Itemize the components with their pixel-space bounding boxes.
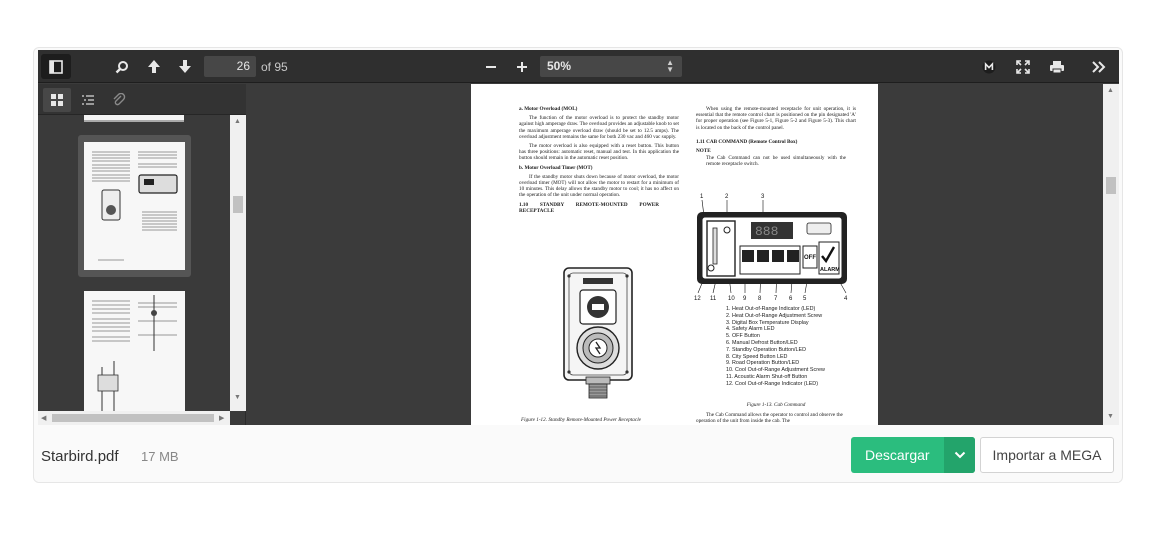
thumbnail-page-27-image [84, 291, 185, 411]
legend-item: 7. Standby Operation Button/LED [726, 346, 807, 353]
search-icon [115, 60, 129, 74]
fullscreen-button[interactable] [1012, 54, 1034, 79]
search-button[interactable] [110, 54, 134, 79]
download-button-label: Descargar [865, 447, 930, 463]
callout-label: 10 [728, 296, 735, 302]
arrow-down-icon [178, 59, 192, 74]
chevron-down-icon [954, 451, 966, 459]
plus-icon [516, 61, 528, 73]
figure-caption: Figure 1-13. Cab Command [746, 402, 806, 408]
minus-icon [485, 61, 497, 73]
legend-item: 12. Cool Out-of-Range Indicator (LED) [726, 380, 818, 387]
callout-label: 7 [774, 296, 778, 302]
alarm-label: ALARM [820, 267, 840, 273]
thumbnail-page-27[interactable] [84, 291, 185, 411]
thumbnail-sidebar [38, 115, 246, 425]
callout-label: 3 [761, 194, 765, 200]
paragraph: The motor overload is also equipped with a reset button. This button has three positions: automatic reset, manual and test. In this application the button should remain in the automatic reset position. [519, 143, 679, 162]
section-heading: a. Motor Overload (MOL) [519, 106, 578, 112]
cab-command-legend [726, 306, 876, 388]
note-title: NOTE [696, 148, 711, 155]
page-left-column [519, 106, 679, 217]
select-arrows-icon: ▲ ▼ [666, 58, 674, 74]
page-right-column [696, 106, 856, 171]
mega-button[interactable] [978, 54, 1000, 79]
scroll-up-arrow-icon[interactable]: ▲ [1107, 87, 1114, 94]
pdf-page [471, 84, 878, 425]
page-number-input[interactable]: 26 [204, 56, 256, 77]
outline-icon [81, 93, 95, 107]
tab-outline[interactable] [74, 88, 102, 112]
next-page-button[interactable] [173, 54, 197, 79]
section-heading: b. Motor Overload Timer (MOT) [519, 164, 593, 171]
note-text: The Cab Command can not be used simultaneously with the remote receptacle switch. [706, 155, 846, 168]
import-to-mega-button[interactable]: Importar a MEGA [980, 437, 1114, 473]
download-button[interactable] [851, 437, 975, 473]
thumbnail-horizontal-scrollbar[interactable] [38, 411, 230, 425]
legend-item: 3. Digital Box Temperature Display [726, 319, 809, 326]
thumbnail-page-25[interactable] [84, 115, 184, 122]
callout-label: 5 [803, 296, 807, 302]
print-button[interactable] [1046, 54, 1068, 79]
print-icon [1049, 60, 1065, 74]
section-heading: 1.11 CAB COMMAND (Remote Control Box) [696, 138, 798, 145]
callout-label: 11 [710, 296, 717, 302]
arrow-up-icon [147, 59, 161, 74]
scroll-left-arrow-icon[interactable]: ◀ [41, 415, 47, 422]
paragraph: The Cab Command allows the operator to control and observe the operation of the unit from inside the cab. The [696, 412, 843, 425]
more-tools-button[interactable] [1086, 54, 1112, 79]
zoom-select[interactable] [540, 56, 682, 77]
thumbnail-page-26-image [84, 142, 185, 270]
tab-thumbnails[interactable] [43, 88, 71, 112]
digital-display-digits: 888 [755, 224, 779, 239]
off-button-label: OFF [804, 255, 816, 261]
scrollbar-thumb[interactable] [1106, 177, 1116, 194]
file-info-bar [38, 425, 1119, 482]
zoom-value: 50% [547, 59, 572, 73]
section-heading: 1.10 STANDBY REMOTE-MOUNTED POWER RECEPTACLE [519, 201, 659, 214]
legend-item: 10. Cool Out-of-Range Adjustment Screw [726, 367, 825, 374]
legend-item: 11. Acoustic Alarm Shut-off Button [726, 373, 808, 380]
document-vertical-scrollbar[interactable] [1103, 84, 1119, 425]
zoom-in-button[interactable] [511, 54, 533, 79]
scroll-down-arrow-icon[interactable]: ▼ [1107, 413, 1114, 420]
pdf-toolbar [38, 50, 1119, 83]
scroll-right-arrow-icon[interactable]: ▶ [219, 415, 225, 422]
thumbnail-page-26[interactable] [84, 142, 185, 270]
legend-item: 2. Heat Out-of-Range Adjustment Screw [726, 312, 823, 319]
zoom-out-button[interactable] [480, 54, 502, 79]
download-options-button[interactable] [944, 437, 975, 473]
legend-item: 1. Heat Out-of-Range Indicator (LED) [726, 306, 816, 312]
legend-item: 9. Road Operation Button/LED [726, 360, 800, 367]
legend-item: 8. City Speed Button LED [726, 353, 788, 360]
power-receptacle-figure [556, 264, 642, 402]
scroll-down-arrow-icon[interactable]: ▼ [234, 394, 241, 401]
legend-item: 6. Manual Defrost Button/LED [726, 339, 798, 346]
pdf-viewer [38, 50, 1119, 425]
page-count-label: of 95 [261, 60, 288, 74]
fullscreen-icon [1016, 60, 1030, 74]
callout-label: 4 [844, 296, 848, 302]
legend-item: 4. Safety Alarm LED [726, 326, 775, 333]
previous-page-button[interactable] [142, 54, 166, 79]
paragraph: When using the remote-mounted receptacle for unit operation, it is essential that the remote control chart is positioned on the pin designated 'A' for proper operation (see Figure 5-1, Figure 5-2 and Figure 5-3). This chart is located on the back of the control panel. [696, 106, 856, 131]
thumbnail-list [38, 115, 230, 411]
thumbnail-vertical-scrollbar[interactable] [230, 115, 246, 411]
callout-label: 8 [758, 296, 762, 302]
double-chevron-right-icon [1091, 60, 1107, 74]
mega-icon [982, 60, 996, 74]
legend-item: 5. OFF Button [726, 333, 760, 340]
attachments-icon [112, 93, 126, 107]
figure-caption: Figure 1-12. Standby Remote-Mounted Power Receptacle [521, 417, 641, 423]
callout-label: 6 [789, 296, 793, 302]
sidebar-toggle-icon [49, 60, 63, 74]
scrollbar-thumb[interactable] [52, 414, 214, 422]
scrollbar-thumb[interactable] [233, 196, 243, 213]
sidebar-view-tabs [38, 84, 246, 115]
callout-label: 1 [700, 194, 704, 200]
callout-label: 2 [725, 194, 729, 200]
file-size: 17 MB [141, 449, 179, 464]
cab-command-figure [693, 192, 858, 304]
thumbnails-icon [50, 93, 64, 107]
paragraph: The function of the motor overload is to protect the standby motor against high amperage draw. The overload provides an adjustable knob to set the maximum amperage overload draw (should be set to 12.5 amps). The overload adjustment remains the same for both 230 vac and 460 vac supply. [519, 115, 679, 140]
callout-label: 12 [694, 296, 701, 302]
sidebar-toggle-button[interactable] [41, 54, 71, 79]
tab-attachments[interactable] [105, 88, 133, 112]
file-name: Starbird.pdf [41, 448, 119, 465]
paragraph: If the standby motor shuts down because of motor overload, the motor overload timer (MOT) will not allow the motor to restart for a minimum of 10 minutes. This delay allows the standby motor to cool; it has no affect on the operation of the unit under normal operation. [519, 173, 679, 199]
callout-label: 9 [743, 296, 747, 302]
scroll-up-arrow-icon[interactable]: ▲ [234, 118, 241, 125]
